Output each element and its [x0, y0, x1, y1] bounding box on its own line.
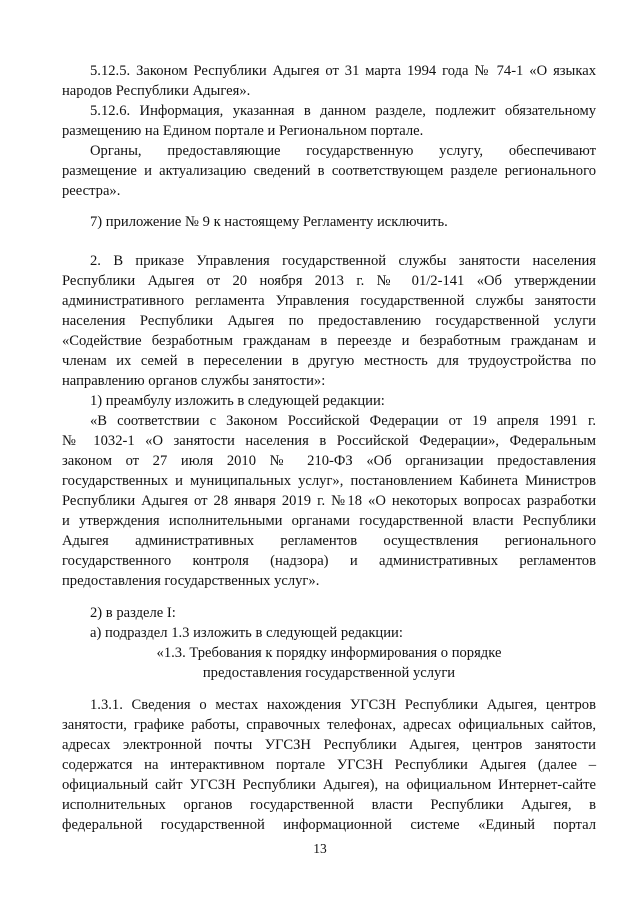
paragraph-1-3-1-line-7: федеральной государственной информационной системе «Единый портал: [62, 817, 596, 833]
paragraph-5-12-5-line-2: народов Республики Адыгея».: [62, 83, 251, 99]
subsection-heading-line-1: «1.3. Требования к порядку информирования о порядке: [156, 645, 502, 661]
page-number: 13: [313, 841, 327, 856]
paragraph-1-3-1-line-4: содержатся на интерактивном портале УГСЗН Республики Адыгея (далее –: [62, 757, 596, 773]
preamble-quote-line-6: и утверждения исполнительными органами государственной власти Республики: [62, 513, 596, 529]
paragraph-5-12-6-line-2: размещению на Едином портале и Региональном портале.: [62, 123, 424, 139]
item-2-section-i-line: 2) в разделе I:: [90, 605, 176, 621]
paragraph-1-3-1-line-2: занятости, графике работы, справочных телефонах, адресах официальных сайтов,: [62, 717, 596, 733]
section-2-line-3: административного регламента Управления государственной службы занятости: [62, 293, 596, 309]
subsection-heading-line-2: предоставления государственной услуги: [202, 665, 456, 681]
section-2-line-1: 2. В приказе Управления государственной службы занятости населения: [90, 253, 596, 269]
section-2-line-4: населения Республики Адыгея по предоставлению государственной услуги: [62, 313, 596, 329]
section-2-line-6: членам их семей в переселении в другую местность для трудоустройства по: [62, 353, 596, 369]
paragraph-1-3-1-line-6: исполнительных органов государственной власти Республики Адыгея, в: [62, 797, 596, 813]
preamble-quote-line-4: государственных и муниципальных услуг», постановлением Кабинета Министров: [62, 473, 596, 489]
section-2-line-2: Республики Адыгея от 20 ноября 2013 г. № 01/2-141 «Об утверждении: [62, 273, 596, 289]
paragraph-1-3-1-line-1: 1.3.1. Сведения о местах нахождения УГСЗН Республики Адыгея, центров: [90, 697, 596, 713]
paragraph-1-3-1-line-3: адресах электронной почты УГСЗН Республики Адыгея, центров занятости: [62, 737, 596, 753]
section-2-line-5: «Содействие безработным гражданам в переезде и безработным гражданам и: [62, 333, 596, 349]
item-7-line: 7) приложение № 9 к настоящему Регламенту исключить.: [90, 214, 448, 230]
section-2-line-7: направлению органов службы занятости»:: [62, 373, 326, 389]
paragraph-organy-line-2: размещение и актуализацию сведений в соответствующем разделе регионального: [62, 163, 596, 179]
preamble-quote-line-5: Республики Адыгея от 28 января 2019 г. №18 «О некоторых вопросах разработки: [62, 493, 596, 509]
paragraph-5-12-6-line-1: 5.12.6. Информация, указанная в данном разделе, подлежит обязательному: [90, 103, 596, 119]
paragraph-organy-line-3: реестра».: [62, 183, 121, 199]
preamble-quote-line-9: предоставления государственных услуг».: [62, 573, 320, 589]
paragraph-organy-line-1: Органы, предоставляющие государственную услугу, обеспечивают: [90, 143, 596, 159]
paragraph-1-3-1-line-5: официальный сайт УГСЗН Республики Адыгея), на официальном Интернет-сайте: [62, 777, 596, 793]
preamble-quote-line-3: законом от 27 июля 2010 № 210-ФЗ «Об организации предоставления: [62, 453, 596, 469]
preamble-quote-line-2: № 1032-1 «О занятости населения в Российской Федерации», Федеральным: [62, 433, 596, 449]
preamble-quote-line-1: «В соответствии с Законом Российской Федерации от 19 апреля 1991 г.: [90, 413, 596, 429]
item-1-preamble-line: 1) преамбулу изложить в следующей редакции:: [90, 393, 385, 409]
paragraph-5-12-5-line-1: 5.12.5. Законом Республики Адыгея от 31 марта 1994 года № 74-1 «О языках: [90, 63, 596, 79]
subitem-a-line: а) подраздел 1.3 изложить в следующей редакции:: [90, 625, 403, 641]
preamble-quote-line-7: Адыгея административных регламентов осуществления регионального: [62, 533, 596, 549]
preamble-quote-line-8: государственного контроля (надзора) и административных регламентов: [62, 553, 596, 569]
